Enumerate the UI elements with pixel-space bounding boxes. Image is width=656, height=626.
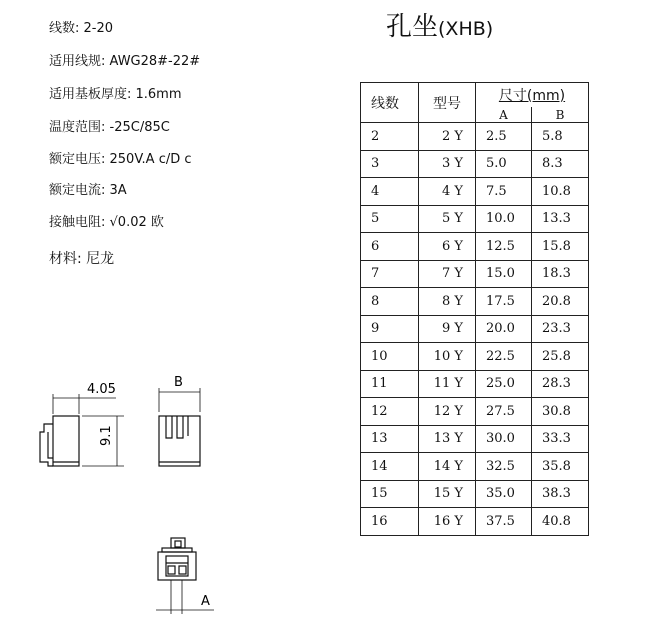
dim-a-label: A [201,594,210,609]
row-a: 7.5 [476,178,532,206]
row-b: 40.8 [532,508,589,536]
dim-width-label: 4.05 [87,382,116,397]
row-a: 27.5 [476,398,532,426]
row-a: 22.5 [476,343,532,371]
row-lines: 13 [361,425,419,453]
row-b: 23.3 [532,315,589,343]
row-lines: 8 [361,288,419,316]
top-view-pin-1 [168,566,175,574]
row-a: 35.0 [476,480,532,508]
spec-material: 材料: 尼龙 [49,251,115,267]
row-lines: 14 [361,453,419,481]
row-b: 33.3 [532,425,589,453]
row-model: 12 Y [419,398,476,426]
row-a: 12.5 [476,233,532,261]
row-lines: 12 [361,398,419,426]
row-b: 25.8 [532,343,589,371]
row-model: 14 Y [419,453,476,481]
row-a: 30.0 [476,425,532,453]
header-lines: 线数 [361,83,419,123]
front-view [159,388,200,466]
title-main: 孔坐 [386,12,439,42]
front-view-slot-1 [166,416,172,438]
top-view-pin-2 [179,566,186,574]
header-a: A [476,107,532,123]
header-b: B [532,107,589,123]
row-model: 4 Y [419,178,476,206]
row-b: 10.8 [532,178,589,206]
header-model: 型号 [419,83,476,123]
row-model: 9 Y [419,315,476,343]
row-a: 25.0 [476,370,532,398]
row-lines: 4 [361,178,419,206]
row-model: 10 Y [419,343,476,371]
spec-lines: 线数: 2-20 [49,21,114,36]
row-model: 2 Y [419,123,476,151]
row-lines: 11 [361,370,419,398]
row-lines: 16 [361,508,419,536]
front-view-body [159,416,200,466]
row-model: 15 Y [419,480,476,508]
row-model: 3 Y [419,150,476,178]
row-b: 20.8 [532,288,589,316]
row-a: 37.5 [476,508,532,536]
spec-board-thickness: 适用基板厚度: 1.6mm [49,87,182,102]
spec-voltage: 额定电压: 250V.A c/D c [49,152,192,167]
header-size-label: 尺寸(mm) [498,88,566,104]
row-b: 8.3 [532,150,589,178]
row-lines: 3 [361,150,419,178]
row-b: 15.8 [532,233,589,261]
row-model: 6 Y [419,233,476,261]
side-view-body [53,416,79,466]
row-b: 18.3 [532,260,589,288]
spec-resistance: 接触电阻: √0.02 欧 [49,215,164,230]
row-model: 11 Y [419,370,476,398]
spec-wire-gauge: 适用线规: AWG28#-22# [49,54,201,69]
front-view-slot-2 [177,416,183,438]
row-lines: 6 [361,233,419,261]
row-a: 10.0 [476,205,532,233]
row-lines: 2 [361,123,419,151]
row-a: 20.0 [476,315,532,343]
row-b: 35.8 [532,453,589,481]
side-view-latch-inner [48,432,53,458]
row-model: 16 Y [419,508,476,536]
title-sub: (XHB) [438,18,494,40]
row-lines: 5 [361,205,419,233]
dim-b-label: B [174,375,183,390]
row-lines: 10 [361,343,419,371]
row-model: 7 Y [419,260,476,288]
row-a: 2.5 [476,123,532,151]
row-model: 5 Y [419,205,476,233]
spec-temperature: 温度范围: -25C/85C [49,120,170,135]
row-a: 17.5 [476,288,532,316]
row-lines: 9 [361,315,419,343]
side-view-latch [40,424,53,466]
spec-current: 额定电流: 3A [49,183,127,198]
row-model: 8 Y [419,288,476,316]
row-a: 5.0 [476,150,532,178]
row-model: 13 Y [419,425,476,453]
dim-height-label: 9.1 [99,425,114,446]
row-b: 13.3 [532,205,589,233]
row-a: 32.5 [476,453,532,481]
row-b: 28.3 [532,370,589,398]
top-view-latch-hole [175,541,181,547]
row-b: 38.3 [532,480,589,508]
row-b: 5.8 [532,123,589,151]
row-lines: 7 [361,260,419,288]
row-lines: 15 [361,480,419,508]
row-a: 15.0 [476,260,532,288]
row-b: 30.8 [532,398,589,426]
